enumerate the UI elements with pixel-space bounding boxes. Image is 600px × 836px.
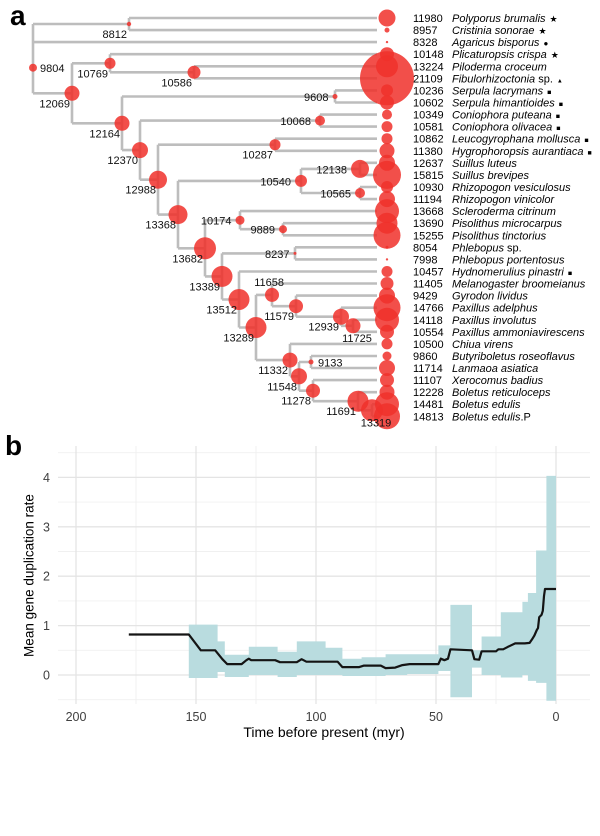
y-tick-label: 2 — [43, 569, 50, 584]
tip-label: 14766 Paxillus adelphus — [413, 302, 538, 315]
tree-node-label: 8812 — [102, 29, 127, 41]
tip-label: 9429 Gyrodon lividus — [413, 290, 528, 303]
tree-node-circle — [295, 175, 307, 187]
chart-axis-ticks — [43, 471, 559, 724]
tree-node-label: 10174 — [200, 215, 232, 228]
tree-node-label: 11548 — [267, 381, 297, 394]
tree-node-circle — [315, 116, 325, 126]
tree-node-label: 9608 — [304, 92, 329, 104]
x-tick-label: 50 — [429, 710, 443, 724]
tip-label: 12228 Boletus reticuloceps — [413, 387, 551, 400]
tip-label: 11107 Xerocomus badius — [413, 375, 544, 388]
tree-node-label: 13319 — [360, 417, 392, 430]
tip-circle — [386, 258, 388, 260]
y-tick-label: 4 — [43, 470, 50, 485]
tree-node-circle — [355, 188, 365, 198]
y-tick-label: 0 — [43, 668, 50, 683]
tip-circle — [382, 338, 393, 349]
tip-label: 10554 Paxillus ammoniavirescens — [413, 326, 585, 339]
tree-node-label: 12164 — [89, 128, 120, 141]
panel-a-label: a — [10, 0, 26, 31]
tree-node-label: 11579 — [264, 311, 294, 324]
tree-node-label: 10287 — [242, 149, 273, 162]
tree-node-circle — [265, 288, 279, 302]
tip-label: 10862 Leucogyrophana mollusca ■ — [413, 133, 589, 146]
tip-circle — [380, 96, 394, 110]
tip-label: 13224 Piloderma croceum — [413, 61, 547, 74]
tree-node-label: 12069 — [39, 98, 70, 111]
tip-label: 13668 Scleroderma citrinum — [413, 206, 556, 219]
tip-label: 10930 Rhizopogon vesiculosus — [413, 182, 571, 194]
tree-node-label: 11691 — [326, 406, 356, 419]
tree-node-circle — [309, 360, 314, 365]
tree-node-label: 13512 — [206, 304, 237, 317]
tree-node-circle — [127, 22, 131, 26]
tree-node-label: 11278 — [281, 395, 311, 408]
tree-node-label: 11658 — [254, 276, 284, 289]
tree-node-label: 12988 — [125, 184, 156, 197]
tip-label: 14481 Boletus edulis — [413, 399, 521, 412]
x-tick-label: 0 — [552, 710, 560, 724]
x-tick-label: 200 — [65, 710, 87, 724]
x-tick-label: 150 — [185, 710, 207, 724]
tip-circle — [382, 110, 392, 120]
tip-circle — [380, 325, 394, 339]
tip-circle — [386, 41, 388, 43]
tip-label: 10581 Coniophora olivacea ■ — [413, 121, 561, 134]
tip-label: 9860 Butyriboletus roseoflavus — [413, 351, 575, 363]
tip-circle — [382, 121, 393, 132]
tree-node-label: 9133 — [318, 357, 343, 370]
tree-node-circle — [105, 58, 116, 69]
tip-label: 10236 Serpula lacrymans ■ — [413, 85, 552, 98]
tree-node-label: 9889 — [250, 224, 275, 237]
tip-label: 10148 Plicaturopsis crispa ★ — [413, 49, 559, 62]
tree-node-label: 11725 — [342, 332, 372, 345]
x-axis-title: Time before present (myr) — [243, 724, 405, 740]
tip-circle — [379, 10, 396, 27]
tip-label: 11405 Melanogaster broomeianus — [413, 278, 586, 291]
tip-label: 10500 Chiua virens — [413, 338, 514, 351]
tree-node-circle — [351, 160, 369, 178]
tree-node-label: 13368 — [145, 219, 176, 232]
tip-circle — [383, 352, 392, 361]
tip-label: 11714 Lanmaoa asiatica — [413, 363, 539, 375]
tree-node-label: 11332 — [258, 365, 288, 378]
panel-b-label: b — [5, 430, 23, 461]
tip-circle — [382, 266, 393, 277]
tree-node-circle — [29, 64, 37, 72]
tree-node-circle — [236, 216, 245, 225]
tip-label: 15255 Pisolithus tinctorius — [413, 230, 547, 243]
x-tick-label: 100 — [305, 710, 327, 724]
tree-node-label: 8237 — [265, 248, 290, 261]
tree-node-label: 12138 — [316, 164, 347, 177]
tip-label: 11194 Rhizopogon vinicolor — [413, 194, 555, 207]
tip-label: 11980 Polyporus brumalis ★ — [413, 13, 558, 25]
tip-label: 21109 Fibulorhizoctonia sp. ▲ — [413, 73, 563, 86]
tree-node-label: 13389 — [189, 281, 220, 294]
tip-label: 8328 Agaricus bisporus ● — [413, 37, 549, 50]
tip-label: 8054 Phlebopus sp. — [413, 242, 522, 255]
tip-circle — [374, 222, 401, 249]
tip-label: 14118 Paxillus involutus — [413, 314, 537, 327]
tip-label: 11380 Hygrophoropsis aurantiaca ■ — [413, 145, 592, 158]
tip-circle — [382, 133, 393, 144]
tip-label: 10457 Hydnomerulius pinastri ■ — [413, 266, 573, 279]
tip-label: 15815 Suillus brevipes — [413, 169, 530, 182]
tree-node-label: 10565 — [320, 188, 351, 201]
confidence-ribbon — [189, 476, 556, 701]
tree-node-label: 12939 — [308, 321, 339, 334]
tree-node-circle — [346, 318, 361, 333]
tree-node-label: 13682 — [172, 253, 203, 266]
tree-node-label: 9804 — [40, 63, 65, 76]
y-tick-label: 3 — [43, 520, 50, 535]
tip-circle — [381, 84, 393, 96]
tree-node-circle — [333, 94, 338, 99]
tree-node-circle — [294, 252, 297, 255]
y-axis-title: Mean gene duplication rate — [21, 494, 37, 657]
phylo-tree-panel — [29, 10, 592, 430]
y-tick-label: 1 — [43, 619, 50, 634]
tip-label: 13690 Pisolithus microcarpus — [413, 218, 563, 231]
tree-node-circle — [270, 139, 281, 150]
tree-node-label: 13289 — [223, 332, 254, 345]
tip-label: 12637 Suillus luteus — [413, 157, 517, 170]
tree-node-label: 10540 — [260, 176, 291, 189]
tree-node-label: 10586 — [161, 77, 192, 90]
tip-label: 10349 Coniophora puteana ■ — [413, 109, 560, 122]
tree-node-label: 10068 — [280, 116, 311, 129]
tip-label: 7998 Phlebopus portentosus — [413, 254, 565, 267]
tree-node-circle — [279, 225, 287, 233]
tree-node-label: 10769 — [77, 68, 108, 81]
tip-circle — [386, 246, 389, 249]
tree-node-label: 12370 — [107, 155, 138, 168]
tip-label: 14813 Boletus edulis.P — [413, 411, 531, 424]
tip-circle — [385, 28, 390, 33]
tip-label: 8957 Cristinia sonorae ★ — [413, 25, 547, 38]
tip-label: 10602 Serpula himantioides ■ — [413, 97, 563, 110]
